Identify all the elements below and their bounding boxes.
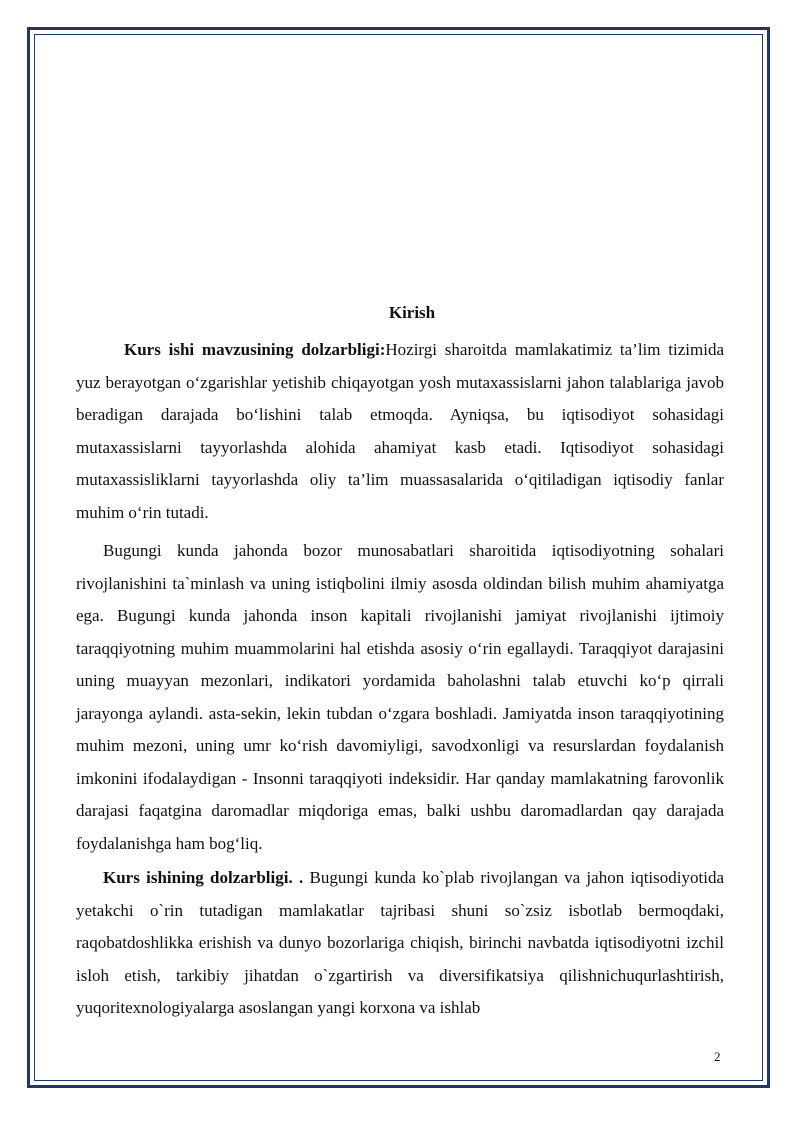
paragraph-course-relevance	[76, 862, 724, 1025]
document-body	[76, 298, 724, 1025]
paragraph-lead-bold: Kurs ishi mavzusining dolzarbligi:	[124, 340, 386, 359]
page-number: 2	[714, 1049, 721, 1064]
paragraph-text: Bugungi kunda ko`plab rivojlangan va jahon iqtisodiyotida yetakchi o`rin tutadigan mamlakatlar tajribasi shuni so`zsiz isbotlab bermoqdaki, raqobatdoshlikka erishish va dunyo bozorlariga chiqish, birinchi navbatda iqtisodiyotni izchil isloh etish, tarkibiy jihatdan o`zgartirish va diversifikatsiya qilishnichuqurlashtirish, yuqoritexnologiyalarga asoslangan yangi korxona va ishlab	[76, 868, 724, 1017]
paragraph-lead-bold: Kurs ishining dolzarbligi. .	[103, 868, 304, 887]
paragraph-text: Hozirgi sharoitda mamlakatimiz ta’lim tizimida yuz berayotgan o‘zgarishlar yetishib chiqayotgan yosh mutaxassislarni jahon talablariga javob beradigan darajada bo‘lishini talab etmoqda. Ayniqsa, bu iqtisodiyot sohasidagi mutaxassislarni tayyorlashda alohida ahamiyat kasb etadi. Iqtisodiyot sohasidagi mutaxassisliklarni tayyorlashda oliy ta’lim muassasalarida o‘qitiladigan iqtisodiy fanlar muhim o‘rin tutadi.	[76, 340, 724, 522]
paragraph-human-capital: Bugungi kunda jahonda bozor munosabatlari sharoitida iqtisodiyotning sohalari rivojlanishini ta`minlash va uning istiqbolini ilmiy asosda oldindan bilish muhim ahamiyatga ega. Bugungi kunda jahonda inson kapitali rivojlanishi jamiyat rivojlanishi ijtimoiy taraqqiyotning muhim muammolarini hal etishda asosiy o‘rin egallaydi. Taraqqiyot darajasini uning muayyan mezonlari, indikatori yordamida baholashni talab etuvchi ko‘p qirrali jarayonga aylandi. asta-sekin, lekin tubdan o‘zgara boshladi. Jamiyatda inson taraqqiyotining muhim mezoni, uning umr ko‘rish davomiyligi, savodxonligi va resurslardan foydalanish imkonini ifodalaydigan - Insonni taraqqiyoti indeksidir. Har qanday mamlakatning farovonlik darajasi faqatgina daromadlar miqdoriga emas, balki ushbu daromadlardan qay darajada foydalanishga ham bog‘liq.	[76, 541, 724, 853]
section-heading: Kirish	[388, 303, 436, 322]
paragraph-topic-relevance	[76, 334, 724, 529]
